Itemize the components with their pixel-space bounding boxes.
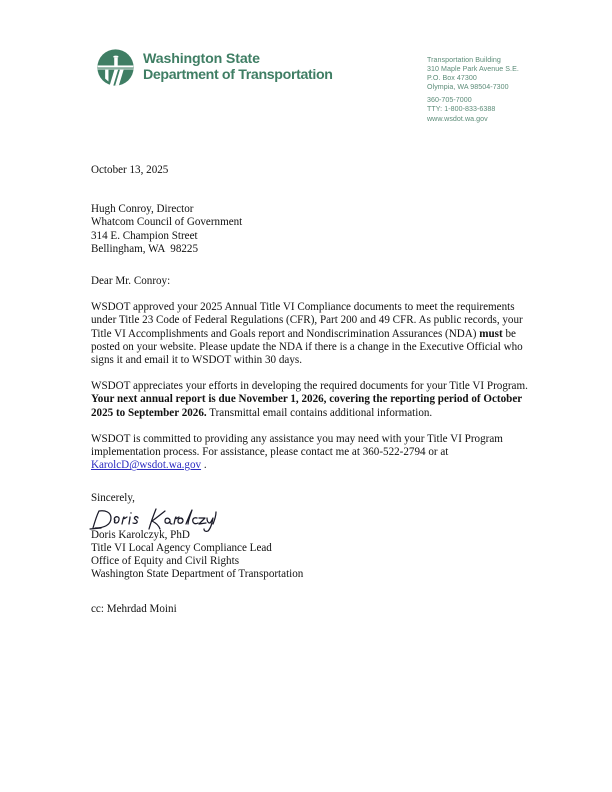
signature-block [91,529,530,582]
address-line-4: Olympia, WA 98504-7300 [427,83,509,92]
paragraph-3 [91,433,530,473]
paragraph-2-part-1: WSDOT appreciates your efforts in developing the required documents for your Title VI Program. [91,380,528,393]
wsdot-wordmark [143,52,333,83]
wsdot-logo-icon [97,49,134,86]
wordmark-line-1: Washington State [143,51,260,67]
paragraph-2-bold-due-date: Your next annual report is due November 1, 2026, covering the reporting period of October 2025 to September 2026. [91,393,522,419]
paragraph-1 [91,301,530,367]
recipient-organization: Whatcom Council of Government [91,216,243,229]
signer-name: Doris Karolczyk, PhD [91,528,190,541]
paragraph-3-part-2: . [201,459,207,472]
signer-office: Office of Equity and Civil Rights [91,555,240,568]
cc-line: cc: Mehrdad Moini [91,603,177,616]
paragraph-1-part-2: be posted on your website. Please update the NDA if there is a change in the Executive Official who signs it and email it to WSDOT within 30 days. [91,327,523,367]
paragraph-1-bold-must: must [479,327,503,340]
wordmark-line-2: Department of Transportation [143,66,333,83]
website-url: www.wsdot.wa.gov [427,114,488,123]
tty-number: TTY: 1-800-833-6388 [427,105,496,114]
recipient-address-block [91,203,530,256]
letter-body [91,164,530,617]
contact-email-link[interactable]: KarolcD@wsdot.wa.gov [91,459,202,472]
address-line-1: Transportation Building [427,56,501,64]
recipient-name-title: Hugh Conroy, Director [91,203,194,216]
paragraph-1-part-1: WSDOT approved your 2025 Annual Title VI Compliance documents to meet the requirements under Title 23 Code of Federal Regulations (CFR), Part 200 and 49 CFR. As public records, your Title VI Accomplishments and Goals report and Nondiscrimination Assurances (NDA) [91,301,523,340]
closing-line: Sincerely, [91,492,135,505]
letter-date: October 13, 2025 [91,164,169,176]
paragraph-3-part-1: WSDOT is committed to providing any assistance you may need with your Title VI Program implementation process. For assistance, please contact me at 360-522-2794 or at [91,432,503,459]
signer-title: Title VI Local Agency Compliance Lead [91,541,272,554]
recipient-city-state-zip: Bellingham, WA 98225 [91,242,199,255]
letterhead-address-block [427,56,519,124]
salutation: Dear Mr. Conroy: [91,275,171,288]
wsdot-logo-lockup [97,49,333,86]
letterhead [0,0,612,140]
address-line-3: P.O. Box 47300 [427,74,477,83]
recipient-street: 314 E. Champion Street [91,229,198,242]
paragraph-2 [91,380,530,420]
signer-agency: Washington State Department of Transportation [91,568,304,581]
paragraph-2-part-2: Transmittal email contains additional information. [206,406,433,419]
address-line-2: 310 Maple Park Avenue S.E. [427,65,519,74]
phone-number: 360-705-7000 [427,96,472,105]
